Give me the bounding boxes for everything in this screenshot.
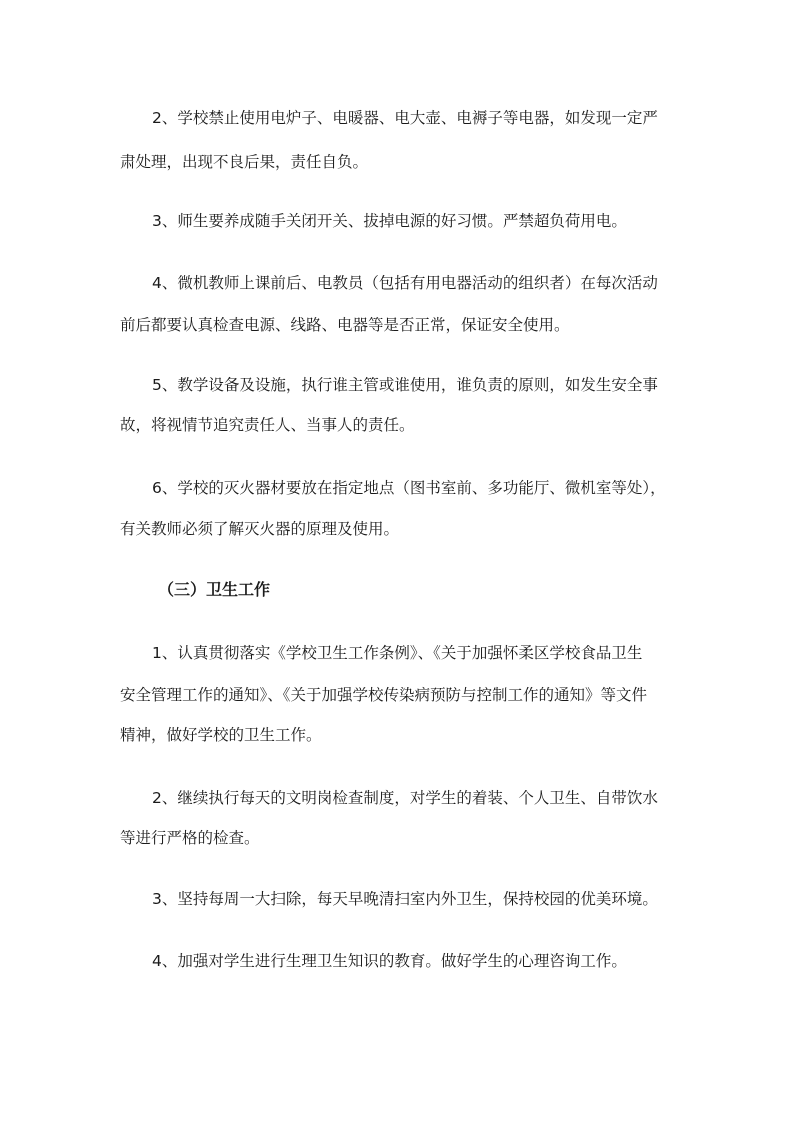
paragraph-line: 安全管理工作的通知》、《关于加强学校传染病预防与控制工作的通知》等文件 xyxy=(120,686,648,704)
paragraph-line: 4、微机教师上课前后、电教员（包括有用电器活动的组织者）在每次活动 xyxy=(152,274,658,292)
paragraph-line: 4、加强对学生进行生理卫生知识的教育。做好学生的心理咨询工作。 xyxy=(152,952,627,970)
paragraph-line: 等进行严格的检查。 xyxy=(120,829,260,847)
paragraph-line: 5、教学设备及设施，执行谁主管或谁使用，谁负责的原则，如发生安全事 xyxy=(152,376,658,394)
paragraph-line: 精神，做好学校的卫生工作。 xyxy=(120,726,322,744)
paragraph-line: 有关教师必须了解灭火器的原理及使用。 xyxy=(120,520,400,538)
paragraph-line: 3、师生要养成随手关闭开关、拔掉电源的好习惯。严禁超负荷用电。 xyxy=(152,212,627,230)
paragraph-line: 2、继续执行每天的文明岗检查制度，对学生的着装、个人卫生、自带饮水 xyxy=(152,789,658,807)
paragraph-line: 1、认真贯彻落实《学校卫生工作条例》、《关于加强怀柔区学校食品卫生 xyxy=(152,644,643,662)
section-heading: （三）卫生工作 xyxy=(158,580,271,599)
paragraph-line: 6、学校的灭火器材要放在指定地点（图书室前、多功能厅、微机室等处）， xyxy=(152,479,666,497)
paragraph-line: 前后都要认真检查电源、线路、电器等是否正常，保证安全使用。 xyxy=(120,316,570,334)
paragraph-line: 故，将视情节追究责任人、当事人的责任。 xyxy=(120,416,415,434)
paragraph-line: 肃处理，出现不良后果，责任自负。 xyxy=(120,153,369,171)
paragraph-line: 2、学校禁止使用电炉子、电暖器、电大壶、电褥子等电器，如发现一定严 xyxy=(152,109,658,127)
paragraph-line: 3、坚持每周一大扫除，每天早晚清扫室内外卫生，保持校园的优美环境。 xyxy=(152,890,658,908)
